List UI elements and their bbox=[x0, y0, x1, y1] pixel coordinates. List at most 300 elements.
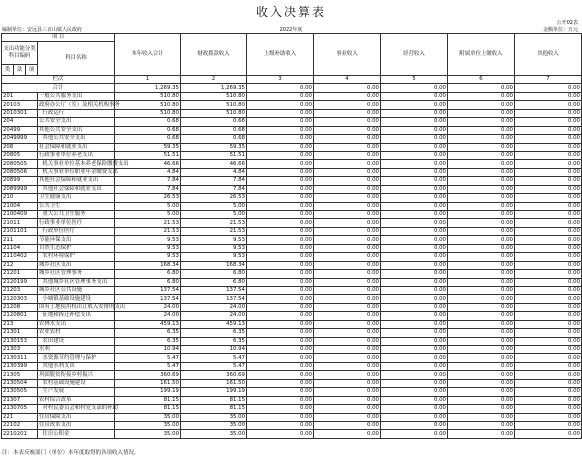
row-value: 0.68 bbox=[115, 118, 181, 126]
row-value: 6.80 bbox=[181, 278, 247, 286]
row-value: 510.80 bbox=[115, 92, 181, 100]
row-value: 0.00 bbox=[247, 362, 314, 370]
table-row bbox=[2, 405, 582, 413]
row-value: 0.68 bbox=[181, 126, 247, 134]
row-subject-name: 农田建设 bbox=[38, 337, 115, 345]
row-value: 0.00 bbox=[247, 379, 314, 387]
row-value: 0.00 bbox=[515, 118, 582, 126]
row-value: 0.00 bbox=[247, 413, 314, 421]
row-value: 0.00 bbox=[448, 244, 515, 252]
row-subject-name: 行政单位医疗 bbox=[38, 227, 115, 235]
colnum-1: 1 bbox=[115, 76, 181, 84]
row-value: 0.00 bbox=[515, 168, 582, 176]
row-value: 0.00 bbox=[314, 261, 381, 269]
row-value: 5.47 bbox=[115, 354, 181, 362]
row-code: 2120801 bbox=[2, 312, 38, 320]
total-value: 1,269.35 bbox=[115, 84, 181, 92]
row-value: 0.00 bbox=[448, 320, 515, 328]
table-row bbox=[2, 337, 582, 345]
col-header-2: 财政拨款收入 bbox=[181, 34, 247, 76]
row-value: 24.00 bbox=[115, 303, 181, 311]
row-value: 0.00 bbox=[247, 430, 314, 438]
table-row bbox=[2, 362, 582, 370]
row-value: 0.00 bbox=[314, 109, 381, 117]
row-value: 137.54 bbox=[115, 295, 181, 303]
table-row bbox=[2, 92, 582, 100]
row-value: 0.00 bbox=[381, 177, 448, 185]
row-value: 0.00 bbox=[381, 92, 448, 100]
row-value: 6.80 bbox=[115, 270, 181, 278]
total-value: 0.00 bbox=[448, 84, 515, 92]
row-value: 0.00 bbox=[381, 430, 448, 438]
row-value: 0.00 bbox=[247, 126, 314, 134]
row-value: 0.00 bbox=[448, 126, 515, 134]
row-value: 0.00 bbox=[515, 413, 582, 421]
row-subject-name: 公共安全支出 bbox=[38, 118, 115, 126]
row-value: 137.54 bbox=[181, 295, 247, 303]
row-subject-name: 国有土地使用权出让收入安排的支出 bbox=[39, 304, 126, 311]
kuan-header: 款 bbox=[14, 65, 26, 76]
row-value: 0.00 bbox=[247, 253, 314, 261]
row-code: 213 bbox=[2, 320, 38, 328]
row-value: 24.00 bbox=[181, 303, 247, 311]
row-value: 5.00 bbox=[115, 202, 181, 210]
table-row bbox=[2, 118, 582, 126]
row-value: 199.19 bbox=[115, 388, 181, 396]
table-row bbox=[2, 219, 582, 227]
row-value: 0.00 bbox=[314, 371, 381, 379]
table-row bbox=[2, 421, 582, 429]
table-row bbox=[2, 261, 582, 269]
row-value: 0.00 bbox=[247, 244, 314, 252]
row-value: 21.53 bbox=[115, 219, 181, 227]
row-value: 0.00 bbox=[448, 109, 515, 117]
row-subject-name: 农林水支出 bbox=[38, 320, 115, 328]
row-code: 21307 bbox=[2, 396, 38, 404]
row-value: 510.80 bbox=[115, 101, 181, 109]
row-value: 0.00 bbox=[448, 185, 515, 193]
row-value: 0.00 bbox=[515, 185, 582, 193]
table-row bbox=[2, 295, 582, 303]
row-value: 0.00 bbox=[314, 337, 381, 345]
row-value: 0.00 bbox=[247, 236, 314, 244]
row-value: 0.00 bbox=[247, 371, 314, 379]
row-value: 0.00 bbox=[448, 303, 515, 311]
row-subject-name: 行政运行 bbox=[38, 109, 115, 117]
row-value: 0.00 bbox=[381, 286, 448, 294]
row-value: 0.00 bbox=[247, 177, 314, 185]
row-value: 9.53 bbox=[115, 236, 181, 244]
row-value: 0.00 bbox=[247, 346, 314, 354]
row-subject-name: 政府办公厅（室）及相关机构事务 bbox=[39, 101, 120, 108]
row-value: 0.00 bbox=[448, 421, 515, 429]
row-value: 0.00 bbox=[314, 135, 381, 143]
row-value: 0.00 bbox=[247, 101, 314, 109]
row-value: 0.00 bbox=[314, 320, 381, 328]
row-value: 459.13 bbox=[181, 320, 247, 328]
row-value: 0.00 bbox=[448, 253, 515, 261]
row-value: 0.00 bbox=[515, 244, 582, 252]
row-value: 0.00 bbox=[381, 168, 448, 176]
row-code: 2120303 bbox=[2, 295, 38, 303]
row-value: 0.00 bbox=[381, 109, 448, 117]
row-value: 0.00 bbox=[381, 211, 448, 219]
row-value: 35.00 bbox=[181, 413, 247, 421]
row-value: 0.00 bbox=[314, 118, 381, 126]
row-code: 2089999 bbox=[2, 185, 38, 193]
row-code: 2110402 bbox=[2, 253, 38, 261]
row-code: 21004 bbox=[2, 202, 38, 210]
row-value: 0.00 bbox=[448, 194, 515, 202]
row-value: 137.54 bbox=[115, 286, 181, 294]
row-value: 0.00 bbox=[381, 421, 448, 429]
row-value: 0.00 bbox=[515, 253, 582, 261]
row-value: 168.34 bbox=[115, 261, 181, 269]
table-row bbox=[2, 329, 582, 337]
row-code: 2080505 bbox=[2, 160, 38, 168]
row-value: 0.00 bbox=[247, 286, 314, 294]
row-value: 0.00 bbox=[314, 244, 381, 252]
row-value: 0.00 bbox=[314, 270, 381, 278]
lei-header: 类 bbox=[2, 65, 14, 76]
func-class-header: 支出功能分类科目编码 bbox=[2, 42, 38, 65]
row-value: 0.00 bbox=[247, 320, 314, 328]
row-value: 0.00 bbox=[247, 337, 314, 345]
row-value: 59.35 bbox=[181, 143, 247, 151]
colnum-3: 3 bbox=[247, 76, 314, 84]
row-value: 35.00 bbox=[181, 430, 247, 438]
row-value: 0.00 bbox=[515, 126, 582, 134]
row-value: 81.15 bbox=[181, 396, 247, 404]
row-value: 0.00 bbox=[515, 286, 582, 294]
xiang-header: 项 bbox=[26, 65, 38, 76]
row-value: 0.00 bbox=[314, 346, 381, 354]
compiling-unit: 编制单位：安远县三百山镇人民政府 bbox=[2, 27, 83, 33]
row-value: 0.00 bbox=[515, 312, 582, 320]
table-row bbox=[2, 388, 582, 396]
row-value: 0.00 bbox=[247, 202, 314, 210]
row-subject-name: 机关事业单位基本养老保险缴费支出 bbox=[39, 160, 129, 167]
row-subject-name: 住房保障支出 bbox=[38, 413, 115, 421]
row-value: 510.80 bbox=[181, 101, 247, 109]
row-value: 35.00 bbox=[115, 430, 181, 438]
row-value: 4.84 bbox=[181, 168, 247, 176]
row-code: 21203 bbox=[2, 286, 38, 294]
total-label: 合计 bbox=[2, 84, 115, 92]
row-value: 0.00 bbox=[515, 362, 582, 370]
table-row bbox=[2, 177, 582, 185]
row-value: 0.68 bbox=[115, 126, 181, 134]
row-subject-name: 水利 bbox=[38, 346, 115, 354]
fiscal-year: 2022年度 bbox=[279, 27, 303, 33]
row-value: 0.00 bbox=[515, 329, 582, 337]
row-value: 0.00 bbox=[448, 151, 515, 159]
row-value: 0.00 bbox=[314, 126, 381, 134]
row-value: 0.00 bbox=[314, 185, 381, 193]
table-row bbox=[2, 227, 582, 235]
row-value: 0.00 bbox=[247, 143, 314, 151]
row-value: 161.50 bbox=[115, 379, 181, 387]
row-code: 20899 bbox=[2, 177, 38, 185]
row-value: 0.00 bbox=[381, 337, 448, 345]
row-value: 0.00 bbox=[448, 286, 515, 294]
row-value: 0.00 bbox=[247, 303, 314, 311]
row-code: 20805 bbox=[2, 151, 38, 159]
row-value: 0.00 bbox=[247, 227, 314, 235]
row-value: 0.00 bbox=[381, 185, 448, 193]
row-value: 0.00 bbox=[314, 430, 381, 438]
row-value: 0.00 bbox=[247, 312, 314, 320]
row-value: 0.00 bbox=[448, 160, 515, 168]
row-value: 0.00 bbox=[381, 388, 448, 396]
row-value: 199.19 bbox=[181, 388, 247, 396]
table-row bbox=[2, 320, 582, 328]
row-value: 0.00 bbox=[314, 354, 381, 362]
row-code: 21303 bbox=[2, 346, 38, 354]
table-row bbox=[2, 354, 582, 362]
row-value: 6.80 bbox=[181, 270, 247, 278]
row-value: 0.00 bbox=[314, 421, 381, 429]
row-value: 7.84 bbox=[115, 185, 181, 193]
row-code: 2210201 bbox=[2, 430, 38, 438]
row-value: 0.00 bbox=[515, 143, 582, 151]
row-value: 137.54 bbox=[181, 286, 247, 294]
row-value: 0.00 bbox=[381, 160, 448, 168]
table-row bbox=[2, 202, 582, 210]
row-value: 0.00 bbox=[381, 379, 448, 387]
row-value: 10.94 bbox=[181, 346, 247, 354]
row-code: 22102 bbox=[2, 421, 38, 429]
row-code: 2010301 bbox=[2, 109, 38, 117]
row-value: 0.00 bbox=[448, 388, 515, 396]
row-code: 21301 bbox=[2, 329, 38, 337]
row-value: 0.00 bbox=[515, 109, 582, 117]
row-value: 5.47 bbox=[181, 354, 247, 362]
row-value: 4.84 bbox=[115, 168, 181, 176]
row-value: 59.35 bbox=[115, 143, 181, 151]
row-value: 35.00 bbox=[115, 421, 181, 429]
row-code: 211 bbox=[2, 236, 38, 244]
row-value: 0.00 bbox=[515, 354, 582, 362]
row-value: 9.53 bbox=[115, 244, 181, 252]
row-subject-name: 行政事业单位医疗 bbox=[38, 219, 115, 227]
colnum-6: 6 bbox=[448, 76, 515, 84]
table-row bbox=[2, 126, 582, 134]
row-subject-name: 城乡社区公共设施 bbox=[38, 286, 115, 294]
row-value: 0.00 bbox=[515, 430, 582, 438]
row-subject-name: 水资源节约管理与保护 bbox=[38, 354, 115, 362]
row-value: 0.00 bbox=[448, 430, 515, 438]
table-row bbox=[2, 303, 582, 311]
row-code: 2100409 bbox=[2, 211, 38, 219]
row-value: 0.00 bbox=[515, 337, 582, 345]
row-code: 21305 bbox=[2, 371, 38, 379]
row-value: 6.35 bbox=[115, 329, 181, 337]
row-subject-name: 生产发展 bbox=[38, 388, 115, 396]
row-value: 0.00 bbox=[314, 362, 381, 370]
row-value: 0.00 bbox=[515, 177, 582, 185]
row-subject-name: 行政事业单位养老支出 bbox=[38, 151, 115, 159]
row-value: 0.00 bbox=[381, 143, 448, 151]
row-code: 2101101 bbox=[2, 227, 38, 235]
row-value: 21.53 bbox=[181, 227, 247, 235]
row-code: 2130153 bbox=[2, 337, 38, 345]
row-value: 0.00 bbox=[247, 405, 314, 413]
row-value: 0.68 bbox=[181, 135, 247, 143]
row-value: 0.00 bbox=[314, 278, 381, 286]
page-title: 收入决算表 bbox=[255, 5, 326, 19]
row-subject-name: 农村环境保护 bbox=[38, 253, 115, 261]
row-value: 0.00 bbox=[247, 109, 314, 117]
income-table bbox=[1, 33, 582, 439]
footnote: 注：本表反映部门（单位）本年度取得的各项收入情况。 bbox=[2, 450, 140, 456]
colnum-row bbox=[2, 76, 582, 84]
row-value: 81.15 bbox=[115, 396, 181, 404]
row-subject-name: 城乡社区管理事务 bbox=[38, 270, 115, 278]
row-value: 0.00 bbox=[381, 362, 448, 370]
row-value: 9.53 bbox=[181, 244, 247, 252]
total-value: 0.00 bbox=[381, 84, 448, 92]
row-value: 7.84 bbox=[181, 177, 247, 185]
row-value: 0.00 bbox=[247, 295, 314, 303]
row-subject-name: 其他公共安全支出 bbox=[38, 135, 115, 143]
colnum-4: 4 bbox=[314, 76, 381, 84]
table-row bbox=[2, 168, 582, 176]
row-code: 212 bbox=[2, 261, 38, 269]
table-row bbox=[2, 211, 582, 219]
row-value: 0.00 bbox=[314, 202, 381, 210]
row-value: 0.00 bbox=[515, 388, 582, 396]
row-value: 0.00 bbox=[314, 160, 381, 168]
row-value: 0.00 bbox=[448, 295, 515, 303]
row-value: 0.00 bbox=[247, 118, 314, 126]
row-value: 21.53 bbox=[181, 219, 247, 227]
row-value: 0.00 bbox=[247, 194, 314, 202]
row-value: 0.00 bbox=[314, 295, 381, 303]
row-value: 0.00 bbox=[448, 362, 515, 370]
row-value: 0.00 bbox=[314, 211, 381, 219]
row-value: 0.00 bbox=[381, 151, 448, 159]
row-value: 0.00 bbox=[448, 346, 515, 354]
row-subject-name: 重大公共卫生服务 bbox=[38, 211, 115, 219]
table-row bbox=[2, 244, 582, 252]
row-value: 10.94 bbox=[115, 346, 181, 354]
row-value: 0.00 bbox=[448, 219, 515, 227]
row-value: 0.00 bbox=[448, 312, 515, 320]
row-value: 0.00 bbox=[515, 236, 582, 244]
form-number: 公开02表 bbox=[556, 20, 578, 26]
row-value: 0.00 bbox=[515, 219, 582, 227]
row-value: 0.00 bbox=[247, 135, 314, 143]
row-value: 0.00 bbox=[448, 413, 515, 421]
row-code: 208 bbox=[2, 143, 38, 151]
row-value: 0.00 bbox=[314, 388, 381, 396]
row-code: 21201 bbox=[2, 270, 38, 278]
row-subject-name: 对村民委员会和村党支部的补助 bbox=[39, 405, 118, 412]
row-value: 0.00 bbox=[247, 354, 314, 362]
row-value: 161.50 bbox=[181, 379, 247, 387]
row-value: 360.69 bbox=[181, 371, 247, 379]
row-value: 0.00 bbox=[448, 236, 515, 244]
row-value: 0.00 bbox=[381, 303, 448, 311]
subject-name-header: 科目名称 bbox=[38, 42, 115, 76]
row-code: 2130311 bbox=[2, 354, 38, 362]
row-value: 26.53 bbox=[181, 194, 247, 202]
table-row bbox=[2, 379, 582, 387]
row-value: 0.00 bbox=[515, 295, 582, 303]
row-value: 0.00 bbox=[381, 135, 448, 143]
row-value: 0.00 bbox=[247, 421, 314, 429]
table-row bbox=[2, 151, 582, 159]
row-value: 0.00 bbox=[314, 101, 381, 109]
row-value: 0.00 bbox=[448, 371, 515, 379]
row-code: 2130705 bbox=[2, 405, 38, 413]
table-row bbox=[2, 253, 582, 261]
row-value: 0.00 bbox=[515, 270, 582, 278]
row-value: 0.00 bbox=[448, 211, 515, 219]
row-value: 0.00 bbox=[448, 354, 515, 362]
row-value: 0.00 bbox=[515, 396, 582, 404]
row-code: 2130399 bbox=[2, 362, 38, 370]
row-subject-name: 公共卫生 bbox=[38, 202, 115, 210]
row-value: 0.00 bbox=[247, 211, 314, 219]
row-value: 0.00 bbox=[381, 320, 448, 328]
row-value: 0.00 bbox=[515, 135, 582, 143]
row-value: 0.00 bbox=[381, 118, 448, 126]
row-value: 35.00 bbox=[115, 413, 181, 421]
row-code: 2080506 bbox=[2, 168, 38, 176]
row-value: 6.35 bbox=[181, 329, 247, 337]
colnum-label: 栏次 bbox=[2, 76, 115, 84]
row-subject-name: 节能环保支出 bbox=[38, 236, 115, 244]
row-value: 0.00 bbox=[515, 151, 582, 159]
row-subject-name: 小城镇基础设施建设 bbox=[38, 295, 115, 303]
table-row bbox=[2, 286, 582, 294]
row-value: 0.00 bbox=[448, 168, 515, 176]
colnum-7: 7 bbox=[515, 76, 582, 84]
col-header-1: 本年收入合计 bbox=[115, 34, 181, 76]
row-value: 360.69 bbox=[115, 371, 181, 379]
row-value: 0.00 bbox=[381, 227, 448, 235]
row-value: 7.84 bbox=[115, 177, 181, 185]
row-value: 0.00 bbox=[515, 278, 582, 286]
row-code: 210 bbox=[2, 194, 38, 202]
row-value: 0.00 bbox=[381, 244, 448, 252]
total-value: 1,269.35 bbox=[181, 84, 247, 92]
row-value: 0.00 bbox=[515, 202, 582, 210]
row-value: 81.15 bbox=[115, 405, 181, 413]
row-value: 6.35 bbox=[181, 337, 247, 345]
row-value: 0.00 bbox=[515, 227, 582, 235]
table-row bbox=[2, 278, 582, 286]
row-value: 0.00 bbox=[314, 286, 381, 294]
currency-unit: 金额单位：万元 bbox=[542, 27, 578, 33]
row-code: 20103 bbox=[2, 101, 38, 109]
row-value: 0.00 bbox=[515, 211, 582, 219]
row-value: 0.00 bbox=[314, 329, 381, 337]
row-subject-name: 住房改革支出 bbox=[38, 421, 115, 429]
row-value: 0.00 bbox=[448, 101, 515, 109]
row-value: 0.00 bbox=[381, 312, 448, 320]
row-value: 6.35 bbox=[115, 337, 181, 345]
table-row bbox=[2, 194, 582, 202]
row-subject-name: 机关事业单位职业年金缴费支出 bbox=[39, 169, 118, 176]
row-value: 0.00 bbox=[381, 101, 448, 109]
row-code: 21104 bbox=[2, 244, 38, 252]
row-value: 26.53 bbox=[115, 194, 181, 202]
row-code: 2049999 bbox=[2, 135, 38, 143]
row-value: 0.00 bbox=[515, 261, 582, 269]
